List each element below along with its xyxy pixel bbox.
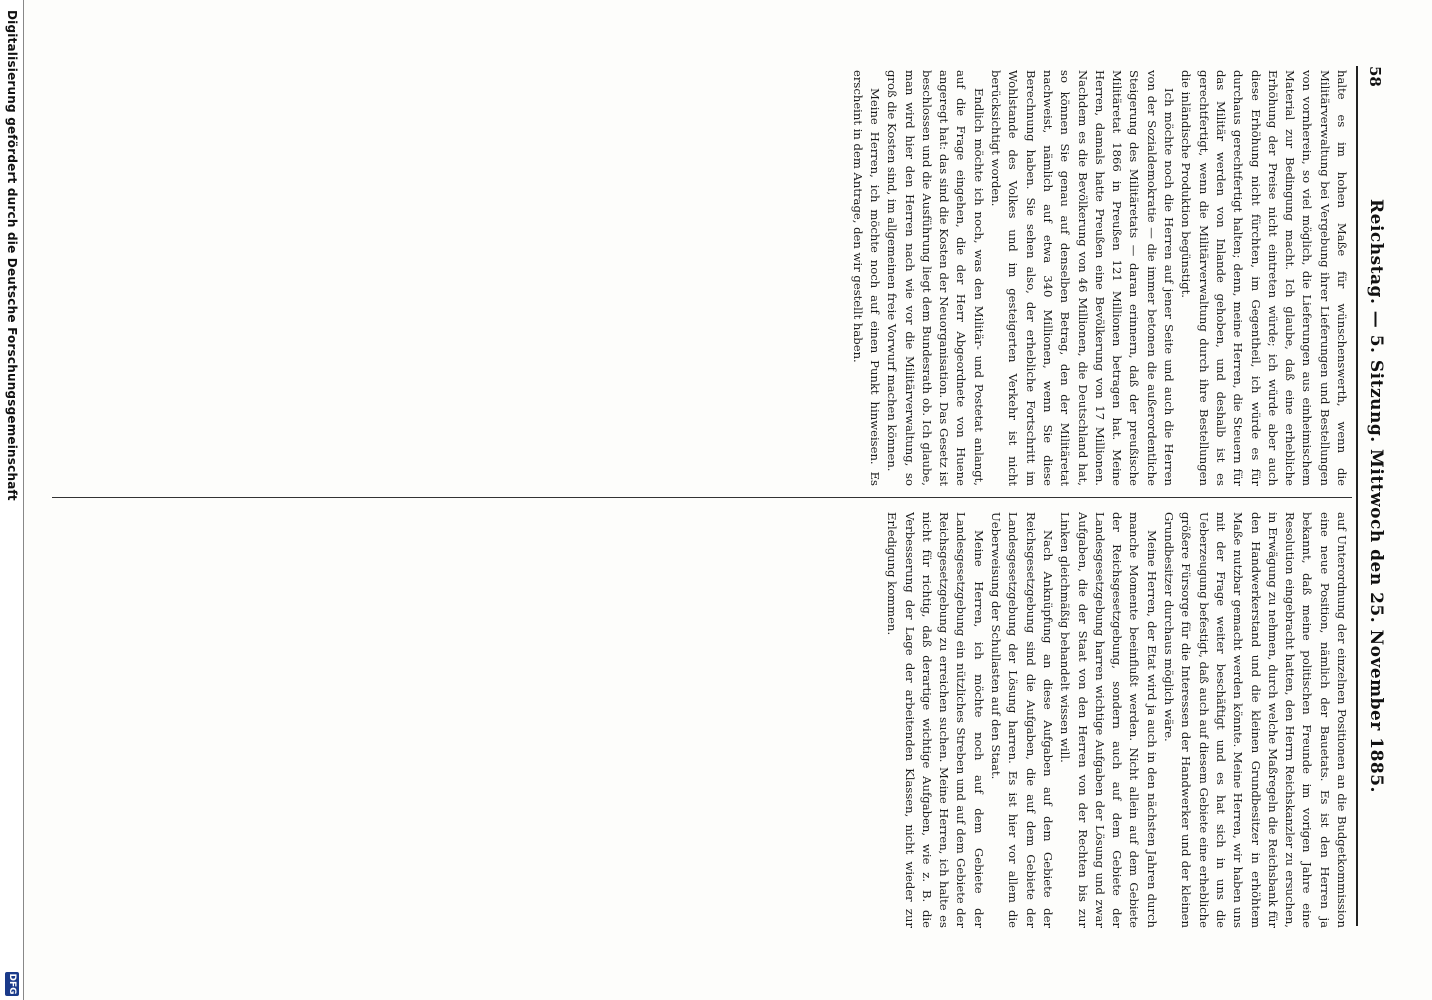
digitization-footer <box>0 0 24 1000</box>
funding-note: Digitalisierung gefördert durch die Deutsche Forschungsgemeinschaft <box>5 10 19 501</box>
column-divider <box>52 497 1352 498</box>
right-column <box>60 512 1350 928</box>
paragraph: Ich möchte noch die Herren auf jener Seite und auch die Herren von der Sozialdemokratie — die immer betonen die außerordentliche Steigerung des Militäretats — daran erinnern, daß der preußische Militäretat 1866 in Preußen 121 Millionen betragen hat. Meine Herren, damals hatte Preußen eine Bevölkerung von 17 Millionen. Nachdem es die Bevölkerung von 46 Millionen, die Deutschland hat, so können Sie genau auf denselben Betrag, den der Militäretat nachweist, nämlich auf etwa 340 Millionen, wenn Sie diese Berechnung haben. Sie sehen also, der erhebliche Fortschritt im Wohlstande des Volkes und im gesteigerten Verkehr ist nicht berücksichtigt worden. <box>989 70 1177 486</box>
paragraph: Nach Anknüpfung an diese Aufgaben auf dem Gebiete der Reichsgesetzgebung sind die Aufgaben, die auf dem Gebiete der Landesgesetzgebung der Lösung harren. Es ist hier vor allem die Ueberweisung der Schullasten auf den Staat. <box>989 512 1055 928</box>
paragraph: Meine Herren, ich möchte noch auf einen Punkt hinweisen. Es erscheint in dem Antrage, den wir gestellt haben. <box>850 70 882 486</box>
paragraph: auf Unterordnung der einzelnen Positionen an die Budgetkommission eine neue Position, nämlich der Bauetats. Es ist den Herren ja bekannt, daß meine politischen Freunde im vorigen Jahre eine Resolution eingebracht hatten, den Herrn Reichskanzler zu ersuchen, in Erwägung zu nehmen, durch welche Maßregeln die Reichsbank für den Handwerkerstand und die kleinen Grundbesitzer in erhöhtem Maße nutzbar gemacht werden könnte. Meine Herren, wir haben uns mit der Frage weiter beschäftigt und es hat sich in uns die Ueberzeugung befestigt, daß auch auf diesem Gebiete eine erhebliche größere Fürsorge für die Interessen der Handwerker und der kleinen Grundbesitzer durchaus möglich wäre. <box>1162 512 1349 928</box>
paragraph: Meine Herren, ich möchte noch auf dem Gebiete der Landesgesetzgebung ein nützliches Streben und auf dem Gebiete der Reichsgesetzgebung zu erreichen suchen. Meine Herren, ich halte es nicht für richtig, daß derartige wichtige Aufgaben, wie z. B. die Verbesserung der Lage der arbeitenden Klassen, nicht wieder zur Erledigung kommen. <box>885 512 986 928</box>
left-column <box>60 70 1350 486</box>
dfg-logo: DFG <box>7 973 17 995</box>
running-title: Reichstag. — 5. Sitzung. Mittwoch den 25. November 1885. <box>1366 199 1386 793</box>
page-number: 58 <box>1366 66 1384 87</box>
paragraph: halte es im hohen Maße für wünschenswerth, wenn die Militärverwaltung bei Vergebung ihrer Lieferungen und Bestellungen von vornherein, so viel möglich, die Lieferungen aus einheimischem Material zur Bedingung macht. Ich glaube, daß eine erhebliche Erhöhung der Preise nicht eintreten würde; ich würde aber auch diese Erhöhung nicht fürchten, im Gegentheil, ich würde es für durchaus gerechtfertigt halten; denn, meine Herren, die Steuern für das Militär werden von Inlande gehoben, und deshalb ist es gerechtfertigt, wenn die Militärverwaltung durch ihre Bestellungen die inländische Produktion begünstigt. <box>1179 70 1349 486</box>
page-header <box>1360 66 1388 926</box>
header-rule <box>1356 66 1358 926</box>
paragraph: Endlich möchte ich noch, was den Militär- und Postetat anlangt, auf die Frage eingehen, die der Herr Abgeordnete von Huene angeregt hat: das sind die Kosten der Neuorganisation. Das Gesetz ist beschlossen und die Ausführung liegt dem Bundesrath ob. Ich glaube, man wird hier den Herren nach wie vor die Militärverwaltung, so groß die Kosten sind, im allgemeinen freie Vorwurf machen können. <box>885 70 986 486</box>
paragraph: Meine Herren, der Etat wird ja auch in den nächsten Jahren durch manche Momente beeinflußt werden. Nicht allein auf dem Gebiete der Reichsgesetzgebung, sondern auch auf dem Gebiete der Landesgesetzgebung harren wichtige Aufgaben der Lösung und zwar Aufgaben, die der Staat von den Herren von der Rechten bis zur Linken gleichmäßig behandelt wissen will. <box>1058 512 1159 928</box>
